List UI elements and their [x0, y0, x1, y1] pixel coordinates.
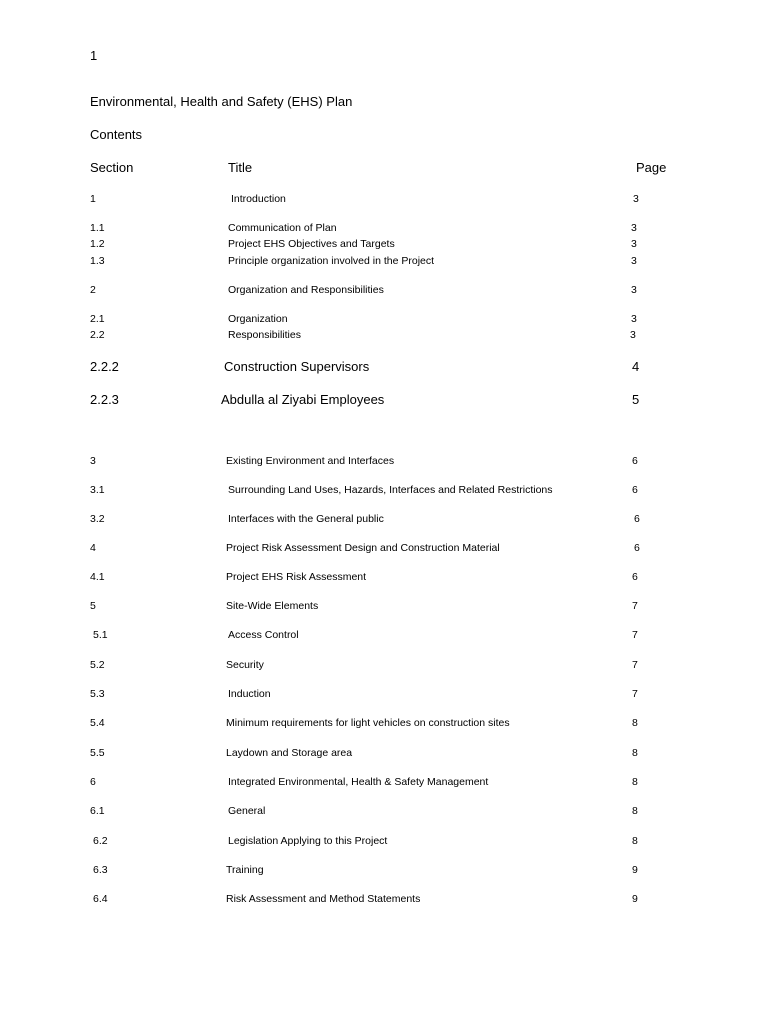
toc-row	[0, 865, 768, 879]
toc-title: Induction	[228, 688, 271, 700]
toc-title: Project Risk Assessment Design and Construction Material	[226, 542, 500, 554]
toc-row	[0, 485, 768, 499]
toc-row	[0, 601, 768, 615]
toc-section: 2.1	[90, 313, 105, 325]
toc-title: Surrounding Land Uses, Hazards, Interfaces and Related Restrictions	[228, 484, 553, 496]
toc-section: 2.2.2	[90, 359, 119, 374]
toc-row	[0, 894, 768, 908]
toc-row	[0, 223, 768, 237]
toc-section: 6.1	[90, 805, 105, 817]
toc-row	[0, 285, 768, 299]
toc-section: 2.2.3	[90, 392, 119, 407]
toc-page: 7	[632, 629, 638, 641]
toc-row	[0, 543, 768, 557]
toc-page: 3	[631, 238, 637, 250]
toc-title: Introduction	[231, 193, 286, 205]
toc-title: Communication of Plan	[228, 222, 337, 234]
toc-title: Site-Wide Elements	[226, 600, 319, 612]
toc-section: 5.1	[93, 629, 108, 641]
toc-page: 7	[632, 659, 638, 671]
toc-title: Organization	[228, 313, 288, 325]
toc-page: 6	[632, 455, 638, 467]
contents-heading: Contents	[90, 127, 143, 142]
toc-section: 5.3	[90, 688, 105, 700]
toc-section: 6.2	[93, 835, 108, 847]
toc-row	[0, 806, 768, 820]
toc-row	[0, 777, 768, 791]
toc-title: Project EHS Objectives and Targets	[228, 238, 395, 250]
toc-page: 3	[631, 255, 637, 267]
toc-section: 5.5	[90, 747, 105, 759]
toc-title: Existing Environment and Interfaces	[226, 455, 395, 467]
toc-section: 6.4	[93, 893, 108, 905]
toc-row	[0, 630, 768, 644]
toc-row	[0, 239, 768, 253]
toc-page: 3	[630, 329, 636, 341]
toc-row	[0, 256, 768, 270]
toc-row	[0, 836, 768, 850]
toc-title: Integrated Environmental, Health & Safety Management	[228, 776, 489, 788]
toc-section: 1.1	[90, 222, 105, 234]
toc-row	[0, 748, 768, 762]
toc-row	[0, 718, 768, 732]
toc-title: Risk Assessment and Method Statements	[226, 893, 421, 905]
toc-page: 7	[632, 688, 638, 700]
toc-title: Access Control	[228, 629, 299, 641]
toc-title: Responsibilities	[228, 329, 301, 341]
toc-page: 6	[632, 484, 638, 496]
toc-page: 3	[631, 222, 637, 234]
toc-title: Laydown and Storage area	[226, 747, 353, 759]
title-column-header: Title	[228, 160, 253, 175]
toc-section: 4.1	[90, 571, 105, 583]
toc-row	[0, 330, 768, 344]
toc-section: 2	[90, 284, 96, 296]
toc-title: Security	[226, 659, 264, 671]
toc-page: 8	[632, 717, 638, 729]
toc-page: 4	[632, 359, 640, 374]
toc-title: Training	[226, 864, 264, 876]
toc-row	[0, 660, 768, 674]
toc-section: 3.1	[90, 484, 105, 496]
toc-section: 6	[90, 776, 96, 788]
toc-section: 5	[90, 600, 96, 612]
toc-row	[0, 456, 768, 470]
toc-page: 7	[632, 600, 638, 612]
toc-section: 1.3	[90, 255, 105, 267]
toc-page: 6	[634, 542, 640, 554]
toc-row	[0, 514, 768, 528]
toc-row	[0, 572, 768, 586]
toc-page: 3	[633, 193, 639, 205]
toc-page: 9	[632, 893, 638, 905]
toc-page: 3	[631, 313, 637, 325]
page-number: 1	[90, 48, 98, 63]
toc-page: 8	[632, 776, 638, 788]
page-column-header: Page	[636, 160, 667, 175]
toc-section: 5.4	[90, 717, 105, 729]
toc-section: 3.2	[90, 513, 105, 525]
toc-page: 8	[632, 805, 638, 817]
toc-page: 3	[631, 284, 637, 296]
toc-row	[0, 194, 768, 208]
toc-row	[0, 360, 768, 374]
toc-page: 5	[632, 392, 640, 407]
toc-title: Minimum requirements for light vehicles on construction sites	[226, 717, 510, 729]
toc-title: Organization and Responsibilities	[228, 284, 384, 296]
toc-title: Interfaces with the General public	[228, 513, 384, 525]
toc-row	[0, 689, 768, 703]
toc-title: Legislation Applying to this Project	[228, 835, 388, 847]
toc-section: 3	[90, 455, 96, 467]
toc-title: Principle organization involved in the Project	[228, 255, 435, 267]
toc-row	[0, 314, 768, 328]
toc-section: 6.3	[93, 864, 108, 876]
section-column-header: Section	[90, 160, 134, 175]
toc-section: 1.2	[90, 238, 105, 250]
toc-section: 4	[90, 542, 96, 554]
toc-page: 6	[634, 513, 640, 525]
toc-title: General	[228, 805, 266, 817]
toc-page: 6	[632, 571, 638, 583]
toc-page: 8	[632, 747, 638, 759]
toc-row	[0, 393, 768, 407]
toc-page: 8	[632, 835, 638, 847]
toc-title: Construction Supervisors	[224, 359, 370, 374]
toc-title: Abdulla al Ziyabi Employees	[221, 392, 385, 407]
toc-title: Project EHS Risk Assessment	[226, 571, 367, 583]
document-title: Environmental, Health and Safety (EHS) Plan	[90, 94, 353, 109]
toc-section: 2.2	[90, 329, 105, 341]
toc-page: 9	[632, 864, 638, 876]
toc-section: 5.2	[90, 659, 105, 671]
toc-section: 1	[90, 193, 96, 205]
